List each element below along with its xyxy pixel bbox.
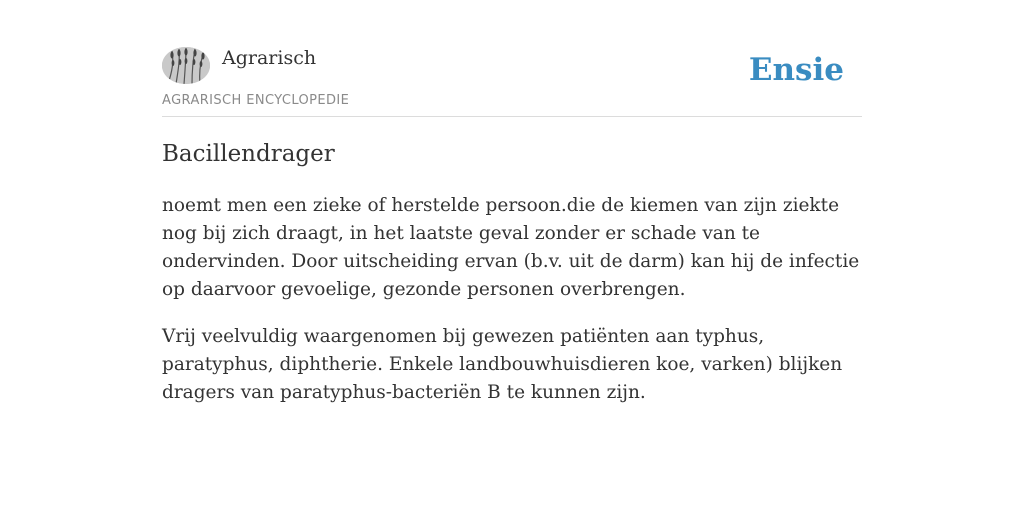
source-avatar[interactable] [162, 47, 210, 84]
source-subtitle[interactable]: AGRARISCH ENCYCLOPEDIE [162, 93, 350, 108]
wheat-icon [162, 47, 210, 84]
page-title: Bacillendrager [162, 141, 335, 167]
paragraph: Vrij veelvuldig waargenomen bij gewezen patiënten aan typhus, paratyphus, diphtherie. Enkele landbouwhuisdieren koe, varken) blijken dragers van paratyphus-bacteriën B te kunnen zijn. [162, 326, 843, 403]
paragraph: noemt men een zieke of herstelde persoon.die de kiemen van zijn ziekte nog bij zich draagt, in het laatste geval zonder er schade van te ondervinden. Door uitscheiding ervan (b.v. uit de darm) kan hij de infectie op daarvoor gevoelige, gezonde personen overbrengen. [162, 195, 860, 300]
header [162, 44, 862, 117]
article-body [162, 192, 862, 426]
source-name[interactable]: Agrarisch [222, 47, 317, 69]
brand-logo[interactable]: Ensie [748, 52, 844, 88]
